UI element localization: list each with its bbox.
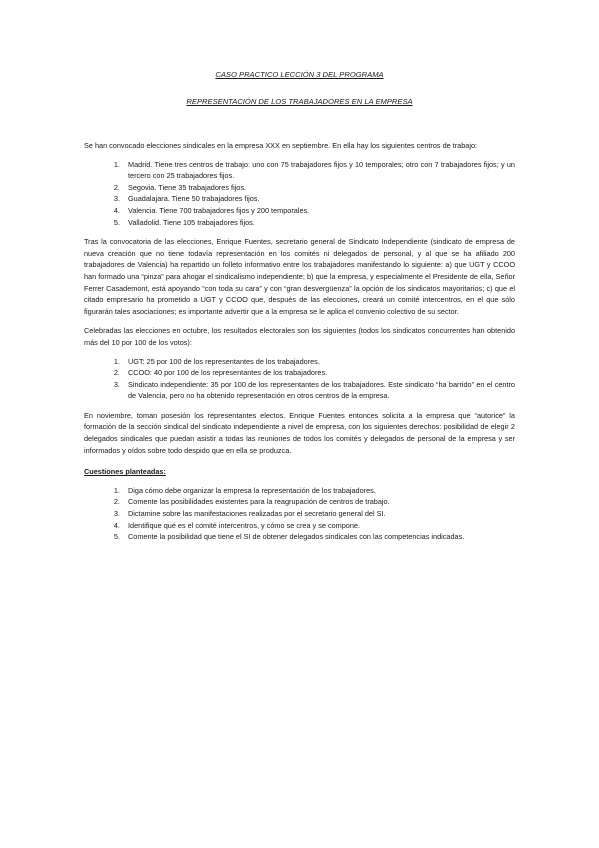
list-item: 5. Comente la posibilidad que tiene el SI de obtener delegados sindicales con las competencias indicadas.	[122, 531, 515, 543]
questions-heading: Cuestiones planteadas:	[84, 467, 166, 477]
list-item: 3. Dictamine sobre las manifestaciones realizadas por el secretario general del SI.	[122, 508, 515, 520]
questions-list	[84, 485, 515, 543]
list-item: 2. Segovia. Tiene 35 trabajadores fijos.	[122, 182, 515, 194]
results-intro-paragraph: Celebradas las elecciones en octubre, los resultados electorales son los siguientes (todos los sindicatos concurrentes han obtenido más del 10 por 100 de los votos):	[84, 326, 515, 347]
work-centers-list	[84, 159, 515, 229]
document-title-line-1: CASO PRACTICO LECCIÓN 3 DEL PROGRAMA	[215, 70, 384, 79]
list-item: 4. Identifique qué es el comité intercentros, y cómo se crea y se compone.	[122, 520, 515, 532]
list-item: 2. CCOO: 40 por 100 de los representantes de los trabajadores.	[122, 367, 515, 379]
list-item: 1. Madrid. Tiene tres centros de trabajo: uno con 75 trabajadores fijos y 10 temporales; otro con 7 trabajadores fijos; y un tercero con 25 trabajadores fijos.	[122, 159, 515, 182]
list-item: 3. Sindicato independiente: 35 por 100 de los representantes de los trabajadores. Este sindicato “ha barrido” en el centro de Valencia, pero no ha obtenido representación en otros centros de la empresa.	[122, 379, 515, 402]
document-title-line-2: REPRESENTACIÓN DE LOS TRABAJADORES EN LA EMPRESA	[186, 97, 413, 106]
intro-paragraph: Se han convocado elecciones sindicales en la empresa XXX en septiembre. En ella hay los siguientes centros de trabajo:	[84, 141, 478, 150]
list-item: 2. Comente las posibilidades existentes para la reagrupación de centros de trabajo.	[122, 496, 515, 508]
list-item: 1. UGT: 25 por 100 de los representantes de los trabajadores.	[122, 356, 515, 368]
convocation-paragraph: Tras la convocatoria de las elecciones, Enrique Fuentes, secretario general de Sindicato Independiente (sindicato de empresa de nueva creación que no tiene todavía representación en los comités ni delegados de personal, y al que se ha afiliado 200 trabajadores de Valencia) ha repartido un folleto informativo entre los trabajadores manifestando lo siguiente: a) que UGT y CCOO han formado una “pinza” para ahogar el sindicalismo independiente; b) que la empresa, y especialmente el Presidente de ella, Señor Ferrer Casademont, está apoyando “con toda su cara” y con “gran desvergüenza” la opción de los sindicatos mayoritarios; c) que el citado empresario ha prometido a UGT y CCOO que, después de las elecciones, creará un comité intercentros, en el que sólo figurarán tales asociaciones; es importante advertir que a la empresa se le aplica el convenio colectivo de su sector.	[84, 237, 515, 316]
november-paragraph: En noviembre, toman posesión los representantes electos. Enrique Fuentes entonces solicita a la empresa que “autorice” la formación de la sección sindical del sindicato independiente a nivel de empresa, con los siguientes derechos: posibilidad de elegir 2 delegados sindicales que puedan asistir a todas las reuniones de todos los comités y delegados de personal de la empresa y ser informados y oídos sobre todo despido que en ella se produzca.	[84, 410, 515, 455]
results-list	[84, 356, 515, 402]
list-item: 1. Diga cómo debe organizar la empresa la representación de los trabajadores.	[122, 485, 515, 497]
list-item: 3. Guadalajara. Tiene 50 trabajadores fijos.	[122, 193, 515, 205]
list-item: 4. Valencia. Tiene 700 trabajadores fijos y 200 temporales.	[122, 205, 515, 217]
list-item: 5. Valladolid. Tiene 105 trabajadores fijos.	[122, 217, 515, 229]
